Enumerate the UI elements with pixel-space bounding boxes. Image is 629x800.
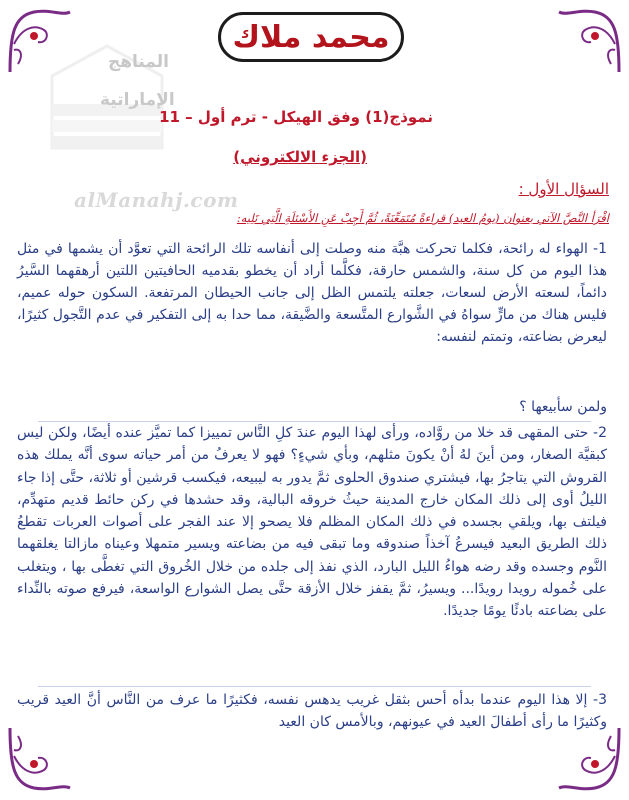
author-title: محمد ملاك <box>232 19 390 55</box>
watermark-text-line1: المناهج <box>108 52 169 72</box>
paragraph-1-text: 1- الهواء له رائحة، فكلما تحركت هبَّة منه وصلت إلى أنفاسه تلك الرائحة التي تعوَّد أن يشمها في مثل هذا اليوم من كل سنة، والشمس حارقة، فكلَّما أراد أن يخطو بقدميه الحافيتين اللتين أرهقهما السَّيرُ دائماً، لسعته الأرض لسعات، جعلته يلتمس الظل إلى جانب الحيطان المرتفعة. السكون حوله عميم، فليس هناك من مارٍّ سواهُ في الشَّوارع المتَّسعة والضَّيقة، مما حدا به إلى التفكير في عدم التَّجول كثيرًا، ليعرض بضاعته، وتمتم لنفسه: <box>17 241 607 345</box>
ornament-corner-top-right <box>551 4 625 78</box>
divider <box>38 686 591 687</box>
paragraph-1-question <box>17 396 607 418</box>
watermark-site: alManahj.com <box>74 188 239 212</box>
paragraph-2-text: 2- حتى المقهى قد خلا من روَّاده، ورأى لهذا اليوم عندَ كلِ النَّاس تمييزا كما تميَّز عنده أيضًا، ولكن ليس كبقيَّة الصغار، ومن أينَ لهُ أنْ يكونَ مثلهم، وبأي شيءٍ؟ فهو لا يعرفُ من أمر حياته سوى أنَّه يملك هذه القروش التي يتاجرُ بها، فيشتري صندوق الحلوى ثمَّ يدور به ليبيعه، فيكسب قرشين أو ثلاثة، حتَّى إذا جاء الليلُ أوى إلى ذلك المكان خارج المدينة حيثُ خروقه البالية، وقد حشدها في ركن حائط قديم متهدِّم، فيلتف بها، ويلقي بجسده في ذلك المكان المظلم فلا يصحو إلا عند الفجر على أصوات العربات تقطعُ ذلك الطريق البعيد فيسرعُ آخذاً صندوقه وما تبقى فيه من بضاعته ويسير متمهلا وعيناه مازالتا يغلقهما النَّوم وجسده وقد رضه هواءُ الليل البارد، الذي نفذ إلى جلده من خلال الخُروق التي تغطَّى بها ، ويتغلب على خُموله رويدا رويدًا... ويسيرُ، ثمَّ يقفز خلال الأزقة حتَّى يصل الشوارع الواسعة، فيرفع صوته بالنِّداء على بضاعته بادئًا يومًا جديدًا. <box>17 425 607 620</box>
ornament-corner-bottom-right <box>551 722 625 796</box>
author-title-badge <box>218 12 404 62</box>
question-instruction: اقْرَأ النَّصَّ الآتي بعنوان (يومُ العيد) قراءةً مُتَمَعِّنَةً، ثُمَّ أَجِبْ عَنِ الأَسْئلَةِ الَّتِي تَلِيه: <box>236 211 609 225</box>
paragraph-3-text: 3- إلا هذا اليوم عندما بدأه أحس بثقل غريب يدهس نفسه، فكثيرًا ما عرف من النَّاس أنَّ العيد قريب وكثيرًا ما رأى أطفالَ العيد في عيونهم، وبالأمس كان العيد <box>17 692 607 730</box>
ornament-corner-bottom-left <box>4 722 78 796</box>
paragraph-2 <box>17 422 607 623</box>
model-line: نموذج(1) وفق الهيكل - ترم أول – 11 <box>159 108 433 126</box>
paragraph-1-question-text: ولمن سأبيعها ؟ <box>519 399 607 415</box>
question-title: السؤال الأول : <box>518 180 609 198</box>
paragraph-3 <box>17 689 607 733</box>
part-line: (الجزء الالكتروني) <box>233 148 367 166</box>
paragraph-1 <box>17 238 607 348</box>
watermark-text-line2: الإماراتية <box>100 90 175 110</box>
